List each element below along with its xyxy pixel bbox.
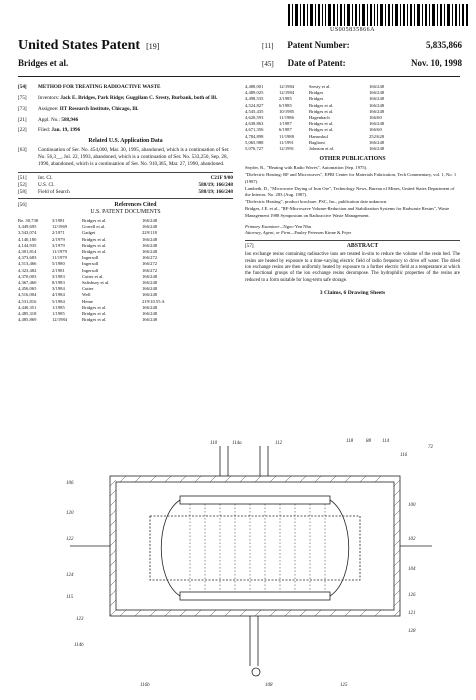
filed-tag: [22] [18,127,27,133]
reference-inventor: Hamoskul [309,133,328,139]
label-116b: 116b [140,683,150,688]
reference-number: 4,370,003 [18,273,37,279]
assignee-row [18,106,233,113]
reference-date: 11/1986 [279,115,294,121]
title-text: United States Patent [18,38,141,53]
abstract-tag: [57] [245,243,254,250]
resin-bed [150,516,360,580]
reference-inventor: Heine [82,298,93,304]
reference-number: 4,488,001 [245,84,264,89]
other-publications-title: OTHER PUBLICATIONS [319,156,386,163]
reference-date: 2/1979 [52,236,65,242]
reference-inventor: Ingersoll [82,267,99,273]
reference-date: 6/1985 [279,102,292,108]
publication-item: "Dielectric Heating", product brochure, PSC, Inc., publication date unknown. [245,199,388,205]
reference-number: 4,144,935 [18,242,37,248]
barcode [288,4,468,26]
reference-number: 4,513,466 [18,261,37,267]
reference-number: 4,323,482 [18,267,37,273]
reference-inventor: Bridges et al. [309,127,334,133]
label-104: 104 [408,567,416,572]
reference-date: 11/1979 [52,255,67,261]
reference-inventor: Baglioni [309,139,325,145]
reference-number: 4,367,460 [18,280,37,286]
label-102: 102 [408,537,416,542]
field-tag: [58] [18,189,27,195]
filed-label: Filed: [38,127,51,133]
refs-title-row: [56] References Cited [18,202,233,209]
reference-number: 4,485,318 [18,311,37,317]
biblio-block [18,84,233,323]
related-tag: [63] [18,147,27,153]
reference-number: 3,543,074 [18,230,37,236]
reference-class: 166/248 [369,96,385,102]
label-125: 125 [340,683,348,688]
label-124: 124 [66,573,74,578]
reference-date: 4/1984 [52,292,65,298]
reference-inventor: Sresty et al. [309,84,331,89]
reference-number: 4,524,827 [245,102,264,108]
label-88: 88 [366,439,371,444]
top-electrode [180,496,330,504]
reference-number: 3,449,695 [18,224,37,230]
inventors-row [18,95,233,102]
bottom-electrode [180,592,330,600]
int-cl-tag: [51] [18,175,27,181]
reference-number: 4,531,816 [18,298,37,304]
appl-no: 588,946 [61,117,79,123]
inventors-label: Inventors: [38,95,60,101]
reference-inventor: Gorrell et al. [82,224,106,230]
reference-inventor: Bridges [309,96,324,102]
attorney-row: Attorney, Agent, or Firm—Pauley Petersen Kinne & Fejer [245,230,352,236]
primary-examiner: Ngoc-Yen Nhu [283,223,312,229]
title-code: [19] [146,42,160,51]
reference-date: 11/1991 [279,139,294,145]
field-label: Field of Search [38,189,70,195]
reference-row [18,317,233,323]
us-cl: 588/19; 166/248 [198,182,233,188]
reference-class: 166/272 [142,261,158,267]
assignee-tag: [73] [18,106,27,112]
reference-number: 4,485,869 [18,317,37,323]
reference-class: 166/248 [369,84,385,89]
barcode-number: US005835866A [330,27,376,33]
reference-number: 4,498,535 [245,96,264,102]
patent-number-line [262,40,462,50]
reference-number: 4,373,683 [18,255,37,261]
reference-date: 3/1979 [52,242,65,248]
reference-class: 252/628 [369,133,385,139]
reference-date: 1/1985 [52,304,65,310]
publication-item: Snyder, R., "Heating with Radio Waves", Automation (Sep. 1975). [245,165,368,171]
reference-class: 166/60 [369,127,382,133]
attorney: Pauley Petersen Kinne & Fejer [294,230,352,236]
header-rule [18,76,460,77]
related-row [18,147,233,168]
reference-class: 166/248 [142,242,158,248]
reference-class: 166/248 [369,121,385,127]
label-72: 72 [428,445,433,450]
reference-date: 5/1980 [52,261,65,267]
reference-class: 166/248 [142,273,158,279]
label-114b: 114b [74,643,84,648]
left-fringe [161,500,180,596]
inventor-short: Bridges et al. [18,58,69,68]
invention-title: METHOD FOR TREATING RADIOACTIVE WASTE [38,84,161,90]
inventors-tag: [75] [18,95,27,101]
label-100: 100 [408,503,416,508]
us-cl-tag: [52] [18,182,27,188]
date-line [262,58,462,68]
drain-valve [252,668,260,676]
outer-container [110,476,400,616]
label-116: 116 [400,453,408,458]
patent-drawing [60,436,440,694]
reference-number: Re. 30,738 [18,218,39,223]
reference-date: 12/1969 [52,224,68,230]
patent-number-tag: [11] [262,42,274,50]
reference-class: 166/248 [369,108,385,114]
filed-date: Jan. 19, 1996 [51,127,81,133]
reference-inventor: Well [82,292,91,298]
date-label: Date of Patent: [287,58,346,68]
reference-inventor: Ingersoll [82,261,99,267]
label-110: 110 [210,441,218,446]
reference-number: 4,516,004 [18,292,37,298]
reference-number: 4,638,863 [245,121,264,127]
label-114: 114 [382,439,390,444]
us-patent-docs-title: U.S. PATENT DOCUMENTS [90,209,161,215]
reference-number: 4,545,435 [245,108,264,114]
patent-office-title [18,38,159,54]
patent-number-label: Patent Number: [287,40,350,50]
publication-item: Lambeth, D., "Microwave Drying of Iron Ore", Technology News, Bureau of Mines, United States Department of the Interior, No. 283 (Aug. 1987). [245,185,455,198]
reference-inventor: Bridges [309,90,324,96]
assignee: IIT Research Institute, Chicago, Ill. [59,106,139,112]
reference-number: 4,784,898 [245,133,264,139]
related-text: Continuation of Ser. No. 454,000, Mar. 30, 1995, abandoned, which is a continuation of Ser. No. 56,3__, Jul. 22, 1993, abandoned, which is a continuation of Ser. No. 533,250, Sep. 28, 1990, abandoned, which is a continuation of Ser. No. 910,385, Mar. 27, 1990, abandoned. [38,147,230,167]
related-data-title: Related U.S. Application Data [88,138,163,144]
patent-number: 5,835,866 [426,40,462,50]
field-lines [190,504,325,592]
reference-class: 166/248 [142,218,158,223]
top-vent-pipe [260,446,268,476]
reference-number: 4,489,025 [245,90,264,96]
field-search: 588/19; 166/248 [198,189,233,195]
reference-number: 4,140,180 [18,236,37,242]
wall-hatching [110,476,400,616]
reference-inventor: Bridges et al. [82,311,107,317]
reference-inventor: Bridges et al. [82,249,107,255]
label-112: 112 [275,441,283,446]
biblio-title-row [18,84,233,91]
reference-inventor: Bridges et al. [82,317,107,323]
reference-date: 3/1983 [52,273,65,279]
appl-label: Appl. No.: [38,117,61,123]
reference-class: 166/248 [142,224,158,230]
inventors: Jack E. Bridges, Park Ridge; Guggilam C. Sresty, Burbank, both of Ill. [60,95,218,101]
reference-class: 166/248 [142,292,158,298]
reference-number: 4,671,356 [245,127,264,133]
appl-row [18,117,233,124]
reference-class: 166/248 [369,90,385,96]
reference-number: 5,065,988 [245,139,264,145]
reference-date: 8/1983 [52,280,65,286]
reference-class: 166/248 [369,139,385,145]
int-cl-row [18,172,233,182]
top-inlet-pipe [220,446,228,476]
reference-date: 11/1979 [52,249,67,255]
reference-date: 1/1987 [279,121,292,127]
reference-class: 166/248 [142,249,158,255]
us-cl-label: U.S. Cl. [38,182,55,188]
references-title: References Cited [114,202,157,208]
label-115: 115 [66,595,74,600]
label-120: 120 [66,511,74,516]
references-table-left [18,218,233,323]
attorney-label: Attorney, Agent, or Firm [245,230,291,236]
appl-tag: [21] [18,117,27,123]
reference-number: 4,620,593 [245,115,264,121]
reference-class: 166/272 [142,255,158,261]
biblio-title-tag: [54] [18,84,27,90]
reference-date: 6/1987 [279,127,292,133]
reference-date: 1/1985 [52,311,65,317]
reference-inventor: Hagenbach [309,115,330,121]
reference-date: 2/1971 [52,230,65,236]
patent-date: Nov. 10, 1998 [410,58,462,68]
reference-class: 166/60 [369,115,382,121]
reference-inventor: Ingersoll [82,255,99,261]
label-126: 126 [408,593,416,598]
bottom-outlet-pipe [250,616,258,666]
reference-number: 4,440,351 [18,304,37,310]
int-cl: C21F 9/00 [210,175,233,181]
reference-inventor: Cutter et al. [82,273,104,279]
int-cl-label: Int. Cl. [38,175,53,181]
reference-inventor: Johnson et al. [309,146,335,152]
reference-inventor: Bridges et al. [82,236,107,242]
publication-item: "Dielectric Heating: RF and Microwaves", EPRI Center for Materials Fabrication, Tech Commentary, vol. 1, No. 1 (1987). [245,172,457,184]
primary-examiner-label: Primary Examiner [245,223,280,229]
reference-date: 12/1984 [52,317,68,323]
reference-class: 166/248 [369,146,385,152]
reference-class: 219/10.55 A [142,298,165,304]
reference-class: 166/248 [142,304,158,310]
label-106: 106 [66,481,74,486]
date-tag: [45] [262,60,274,68]
abstract-title: ABSTRACT [346,243,379,250]
label-108: 108 [265,683,273,688]
reference-class: 166/272 [142,267,158,273]
right-fringe [330,500,349,596]
reference-number: 5,076,727 [245,146,264,152]
reference-date: 12/1984 [279,84,295,89]
reference-date: 11/1988 [279,133,294,139]
label-118: 118 [346,439,354,444]
reference-inventor: Bridges et al. [82,218,107,223]
filed-row [18,127,233,134]
reference-class: 229/118 [142,230,157,236]
abstract-text: Ion exchange resins containing radioactive ions are treated in-situ to reduce the volume of the resin bed. The resins are heated by exposure to a time-varying electric field of radio frequency to drive off water. The dried ion exchange resins are then uniformly heated by exposure to a further electric field at a temperature at which the functional groups of the ion exchange resins decompose. The hydrophilic properties of the resins are reduced to a form suitable for long-term safe storage. [245,252,460,283]
reference-inventor: Salisbury et al. [82,280,110,286]
reference-inventor: Bridges et al. [309,102,334,108]
reference-inventor: Bridges et al. [82,242,107,248]
primary-examiner-row: Primary Examiner—Ngoc-Yen Nhu [245,223,312,229]
reference-date: 3/1984 [52,286,65,292]
reference-date: 3/1981 [52,218,65,223]
reference-class: 166/248 [142,236,158,242]
other-publications-list [245,165,460,219]
us-cl-row [18,182,233,189]
reference-inventor: Bridges et al. [309,121,334,127]
assignee-label: Assignee: [38,106,59,112]
publication-item: Bridges, J.E. et al., "RF-Microwave Volume-Reduction and Stabilization Systems for Radwaste Resins", Waste Management 1988 Symposium on Radioactive Waste Management. [245,206,450,218]
reference-date: 2/1985 [279,96,292,102]
reference-class: 166/248 [142,280,158,286]
reference-inventor: Gadget [82,230,96,236]
reference-inventor: Bridges et al. [82,304,107,310]
inner-container [116,482,394,610]
reference-date: 12/1991 [279,146,295,152]
right-column [245,84,460,297]
claims-count: 3 Claims, 6 Drawing Sheets [319,290,386,297]
reference-number: 4,456,065 [18,286,37,292]
reference-class: 166/248 [142,317,158,323]
abstract-title-row [245,240,460,250]
reference-date: 2/1981 [52,267,65,273]
label-121: 121 [408,611,416,616]
label-114a: 114a [232,441,242,446]
reference-date: 10/1985 [279,108,295,114]
reference-inventor: Bridges et al. [309,108,334,114]
reference-date: 12/1984 [279,90,295,96]
label-128: 128 [408,629,416,634]
label-122: 122 [66,537,74,542]
reference-class: 166/248 [142,286,158,292]
references-table-right [245,84,460,152]
reference-date: 5/1984 [52,298,65,304]
reference-row [245,146,460,152]
reference-class: 166/248 [142,311,158,317]
reference-number: 4,301,814 [18,249,37,255]
reference-class: 166/248 [369,102,385,108]
field-search-row [18,189,233,199]
reference-inventor: Cutter [82,286,94,292]
label-123: 123 [76,617,84,622]
